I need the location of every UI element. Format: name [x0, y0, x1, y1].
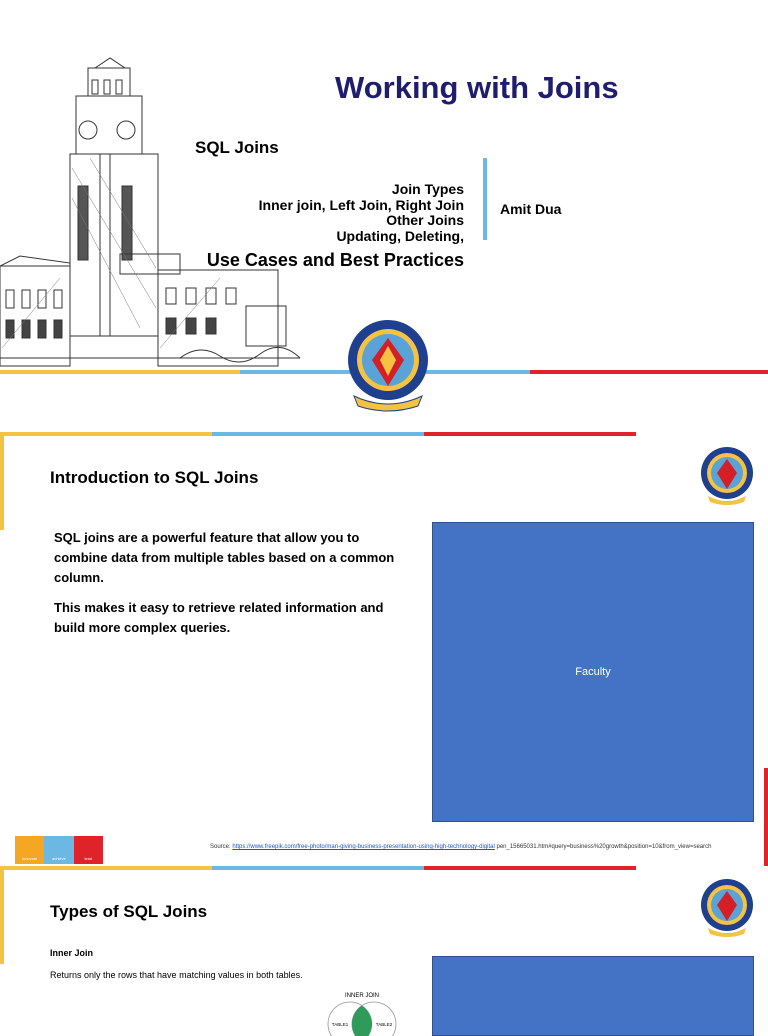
placeholder-label: Faculty [575, 666, 611, 678]
types-slide [0, 866, 768, 1027]
slide-heading: Introduction to SQL Joins [50, 468, 259, 487]
intro-slide [0, 432, 768, 864]
faculty-image-placeholder [432, 522, 754, 822]
join-type-description: Returns only the rows that have matching values in both tables. [50, 970, 303, 980]
logo-segment: innovate [15, 836, 44, 864]
topic-item: Inner join, Left Join, Right Join [258, 196, 464, 213]
intro-paragraph: This makes it easy to retrieve related information and build more complex queries. [54, 600, 384, 635]
institute-crest-logo [700, 878, 754, 936]
divider [483, 158, 487, 240]
source-link[interactable]: https://www.freepik.com/free-photo/man-giving-business-presentation-using-high-technology-digital [232, 844, 495, 850]
left-accent-bar [0, 432, 4, 530]
intro-paragraph: SQL joins are a powerful feature that allow you to combine data from multiple tables based on a common column. [54, 530, 395, 585]
top-stripe-red [424, 866, 636, 870]
use-cases-heading: Use Cases and Best Practices [206, 250, 464, 270]
logo-segment: lead [74, 836, 103, 864]
venn-right-label: TABLE2 [375, 1022, 393, 1027]
presentation-title: Working with Joins [335, 70, 619, 105]
venn-title: INNER JOIN [344, 993, 380, 999]
author-name: Amit Dua [500, 201, 562, 217]
title-slide [0, 0, 768, 410]
join-type-heading: Inner Join [50, 948, 94, 958]
topic-item: Other Joins [386, 212, 464, 228]
campus-clocktower-illustration [0, 58, 300, 370]
institute-crest-logo [700, 446, 754, 504]
topic-item: Join Types [391, 181, 464, 197]
accent-stripe-yellow [0, 370, 240, 374]
top-stripe-blue [212, 866, 424, 870]
top-stripe-yellow [0, 866, 212, 870]
topic-item: Updating, Deleting, [336, 227, 464, 244]
inner-join-venn-diagram [316, 988, 408, 1028]
top-stripe-red [424, 432, 636, 436]
accent-stripe-red [530, 370, 768, 374]
top-stripe-yellow [0, 432, 212, 436]
topic-list [259, 182, 464, 244]
left-accent-bar [0, 866, 4, 964]
slide-heading: Types of SQL Joins [50, 902, 208, 921]
source-credit: Source: https://www.freepik.com/free-photo/man-giving-business-presentation-using-high-technology-digital pen_15665031.htm#query=business%20growth&position=10&from_view=search [210, 844, 712, 850]
institute-crest-logo [346, 318, 430, 410]
subtitle: SQL Joins [195, 138, 279, 157]
image-placeholder [432, 956, 754, 1036]
right-accent-bar [764, 768, 768, 868]
venn-left-label: TABLE1 [331, 1022, 349, 1027]
logo-segment: achieve [44, 836, 73, 864]
top-stripe-blue [212, 432, 424, 436]
footer-logo [15, 836, 103, 864]
